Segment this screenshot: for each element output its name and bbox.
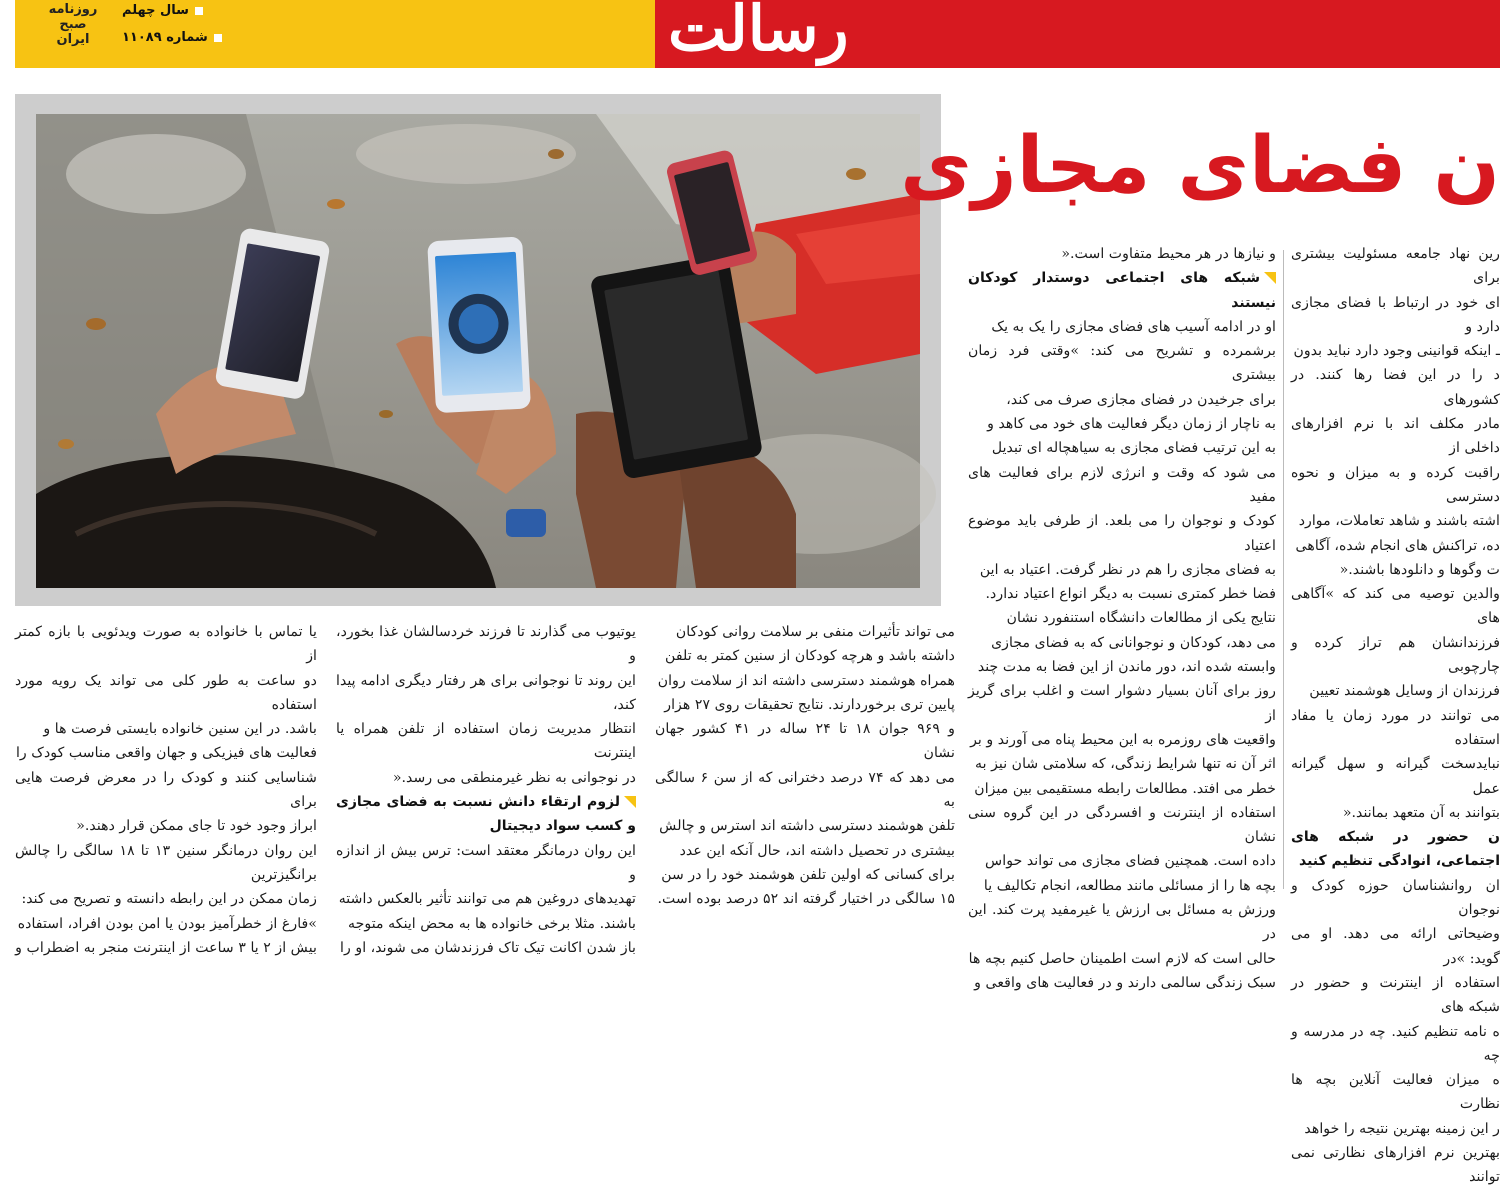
triangle-bullet-icon	[624, 796, 636, 808]
article-headline: ن فضای مجازی	[900, 121, 1500, 211]
article-photo	[36, 114, 920, 588]
article-column-5: یا تماس با خانواده به صورت ویدئویی با بازه کمتر از دو ساعت به طور کلی می تواند یک رویه مورد استفاده باشد. در این سنین خانواده بایستی فرصت ها و فعالیت های فیزیکی و جهان واقعی مناسب کودک را شناسایی کنند و کودک را در معرض فرصت هایی برای ابراز وجود خود تا جای ممکن قرار دهند.« این روان درمانگر سنین ۱۳ تا ۱۸ سالگی را چالش برانگیزترین زمان ممکن در این رابطه دانسته و تصریح می کند: »فارغ از خطرآمیز بودن یا امن بودن افراد، استفاده بیش از ۲ یا ۳ ساعت از اینترنت منجر به اضطراب و	[15, 624, 317, 956]
article-column-3: می تواند تأثیرات منفی بر سلامت روانی کودکان داشته باشد و هرچه کودکان از سنین کمتر به تلفن همراه هوشمند دسترسی داشته اند از سلامت روان پایین تری برخوردارند. نتایج تحقیقات روی ۲۷ هزار و ۹۶۹ جوان ۱۸ تا ۲۴ ساله در ۴۱ کشور جهان نشان می دهد که ۷۴ درصد دخترانی که از سن ۶ سالگی به تلفن هوشمند دسترسی داشته اند استرس و چالش بیشتری در تحصیل داشته اند، حال آنکه این عدد برای کسانی که اولین تلفن هوشمند خود را در سن ۱۵ سالگی در اختیار گرفته اند ۵۲ درصد بوده است.	[655, 624, 955, 908]
subheading: شبکه های اجتماعی دوستدار کودکان نیستند	[968, 270, 1276, 311]
article-column-right: و نیازها در هر محیط متفاوت است.« شبکه های اجتماعی دوستدار کودکان نیستند او در ادامه آسیب های فضای مجازی را یک به یک برشمرده و تشریح می کند: »وقتی فرد زمان بیشتری برای جرخیدن در فضای مجازی صرف می کند، به ناچار از زمان دیگر فعالیت های خود می کاهد و به این ترتیب فضای مجازی به سیاهچاله ای تبدیل می شود که وقت و انرژی لازم برای فعالیت های مفید کودک و نوجوان را می بلعد. از طرفی باید موضوع اعتیاد به فضای مجازی را هم در نظر گرفت. اعتیاد به این فضا خطر کمتری نسبت به دیگر انواع اعتیاد ندارد. نتایج یکی از مطالعات دانشگاه استنفورد نشان می دهد، کودکان و نوجوانانی که به فضای مجازی وابسته شده اند، دور ماندن از این فضا به مدت چند روز برای آنان بسیار دشوار است و اغلب برای گریز از واقعیت های روزمره به این محیط پناه می آورند و بر اثر آن نه تنها شرایط زندگی، که سلامتی شان نیز به خطر می افتد. مطالعات رابطه مستقیمی بین میزان استفاده از اینترنت و افسردگی در این گروه سنی نشان داده است. همچنین فضای مجازی می تواند حواس بچه ها را از مسائلی مانند مطالعه، انجام تکالیف یا ورزش به مسائل بی ارزش یا غیرمفید پرت کند. این در حالی است که لازم است اطمینان حاصل کنیم بچه ها سبک زندگی سالمی دارند و در فعالیت های واقعی و	[968, 246, 1276, 991]
subheading: ن حضور در شبکه های اجتماعی، انوادگی تنظیم کنید	[1291, 829, 1500, 870]
triangle-bullet-icon	[1264, 272, 1276, 284]
masthead: روزنامه صبح ایران	[48, 2, 98, 47]
newspaper-logo: رسالت	[668, 0, 849, 65]
subheading: لزوم ارتقاء دانش نسبت به فضای مجازی و کسب سواد دیجیتال	[336, 794, 636, 835]
year-label: سال چهلم	[122, 3, 203, 18]
article-column-4: یوتیوب می گذارند تا فرزند خردسالشان غذا بخورد، و این روند تا نوجوانی برای هر رفتار دیگری ادامه پیدا کند، انتظار مدیریت زمان استفاده از تلفن همراه یا اینترنت در نوجوانی به نظر غیرمنطقی می رسد.« لزوم ارتقاء دانش نسبت به فضای مجازی و کسب سواد دیجیتال این روان درمانگر معتقد است: ترس بیش از اندازه و تهدیدهای دروغین هم می توانند تأثیر بالعکس داشته باشند. مثلا برخی خانواده ها به محض اینکه متوجه باز شدن اکانت تیک تاک فرزندشان می شوند، او را	[336, 624, 636, 956]
teens-with-phones-photo	[36, 114, 920, 588]
column-divider	[1283, 250, 1284, 889]
issue-number: شماره ۱۱۰۸۹	[122, 30, 222, 45]
article-column-far-right: رین نهاد جامعه مسئولیت بیشتری برای ای خود در ارتباط با فضای مجازی دارد و ـ اینکه قوانینی وجود دارد نباید بدون د را در این فضا رها کنند. در کشورهای مادر مکلف اند با نرم افزارهای داخلی از راقبت کرده و به میزان و نحوه دسترسی اشته باشند و شاهد تعاملات، موارد ده، تراکنش های انجام شده، آگاهی ت وگوها و دانلودها باشند.« والدین توصیه می کند که »آگاهی های فرزندانشان هم تراز کرده و چارچوبی فرزندان از وسایل هوشمند تعیین می توانند در مورد زمان یا مفاد استفاده نبایدسخت گیرانه و سهل گیرانه عمل بتوانند به آن متعهد بمانند.« ن حضور در شبکه های اجتماعی، انوادگی تنظیم کنید ان روانشناسان حوزه کودک و نوجوان وضیحاتی ارائه می دهد. او می گوید: »در استفاده از اینترنت و حضور در شبکه های ه نامه تنظیم کنید. چه در مدرسه و چه ه میزان فعالیت آنلاین بچه ها نظارت ر این زمینه بهترین نتیجه را خواهد بهترین نرم افزارهای نظارتی نمی توانند	[1291, 246, 1500, 1186]
